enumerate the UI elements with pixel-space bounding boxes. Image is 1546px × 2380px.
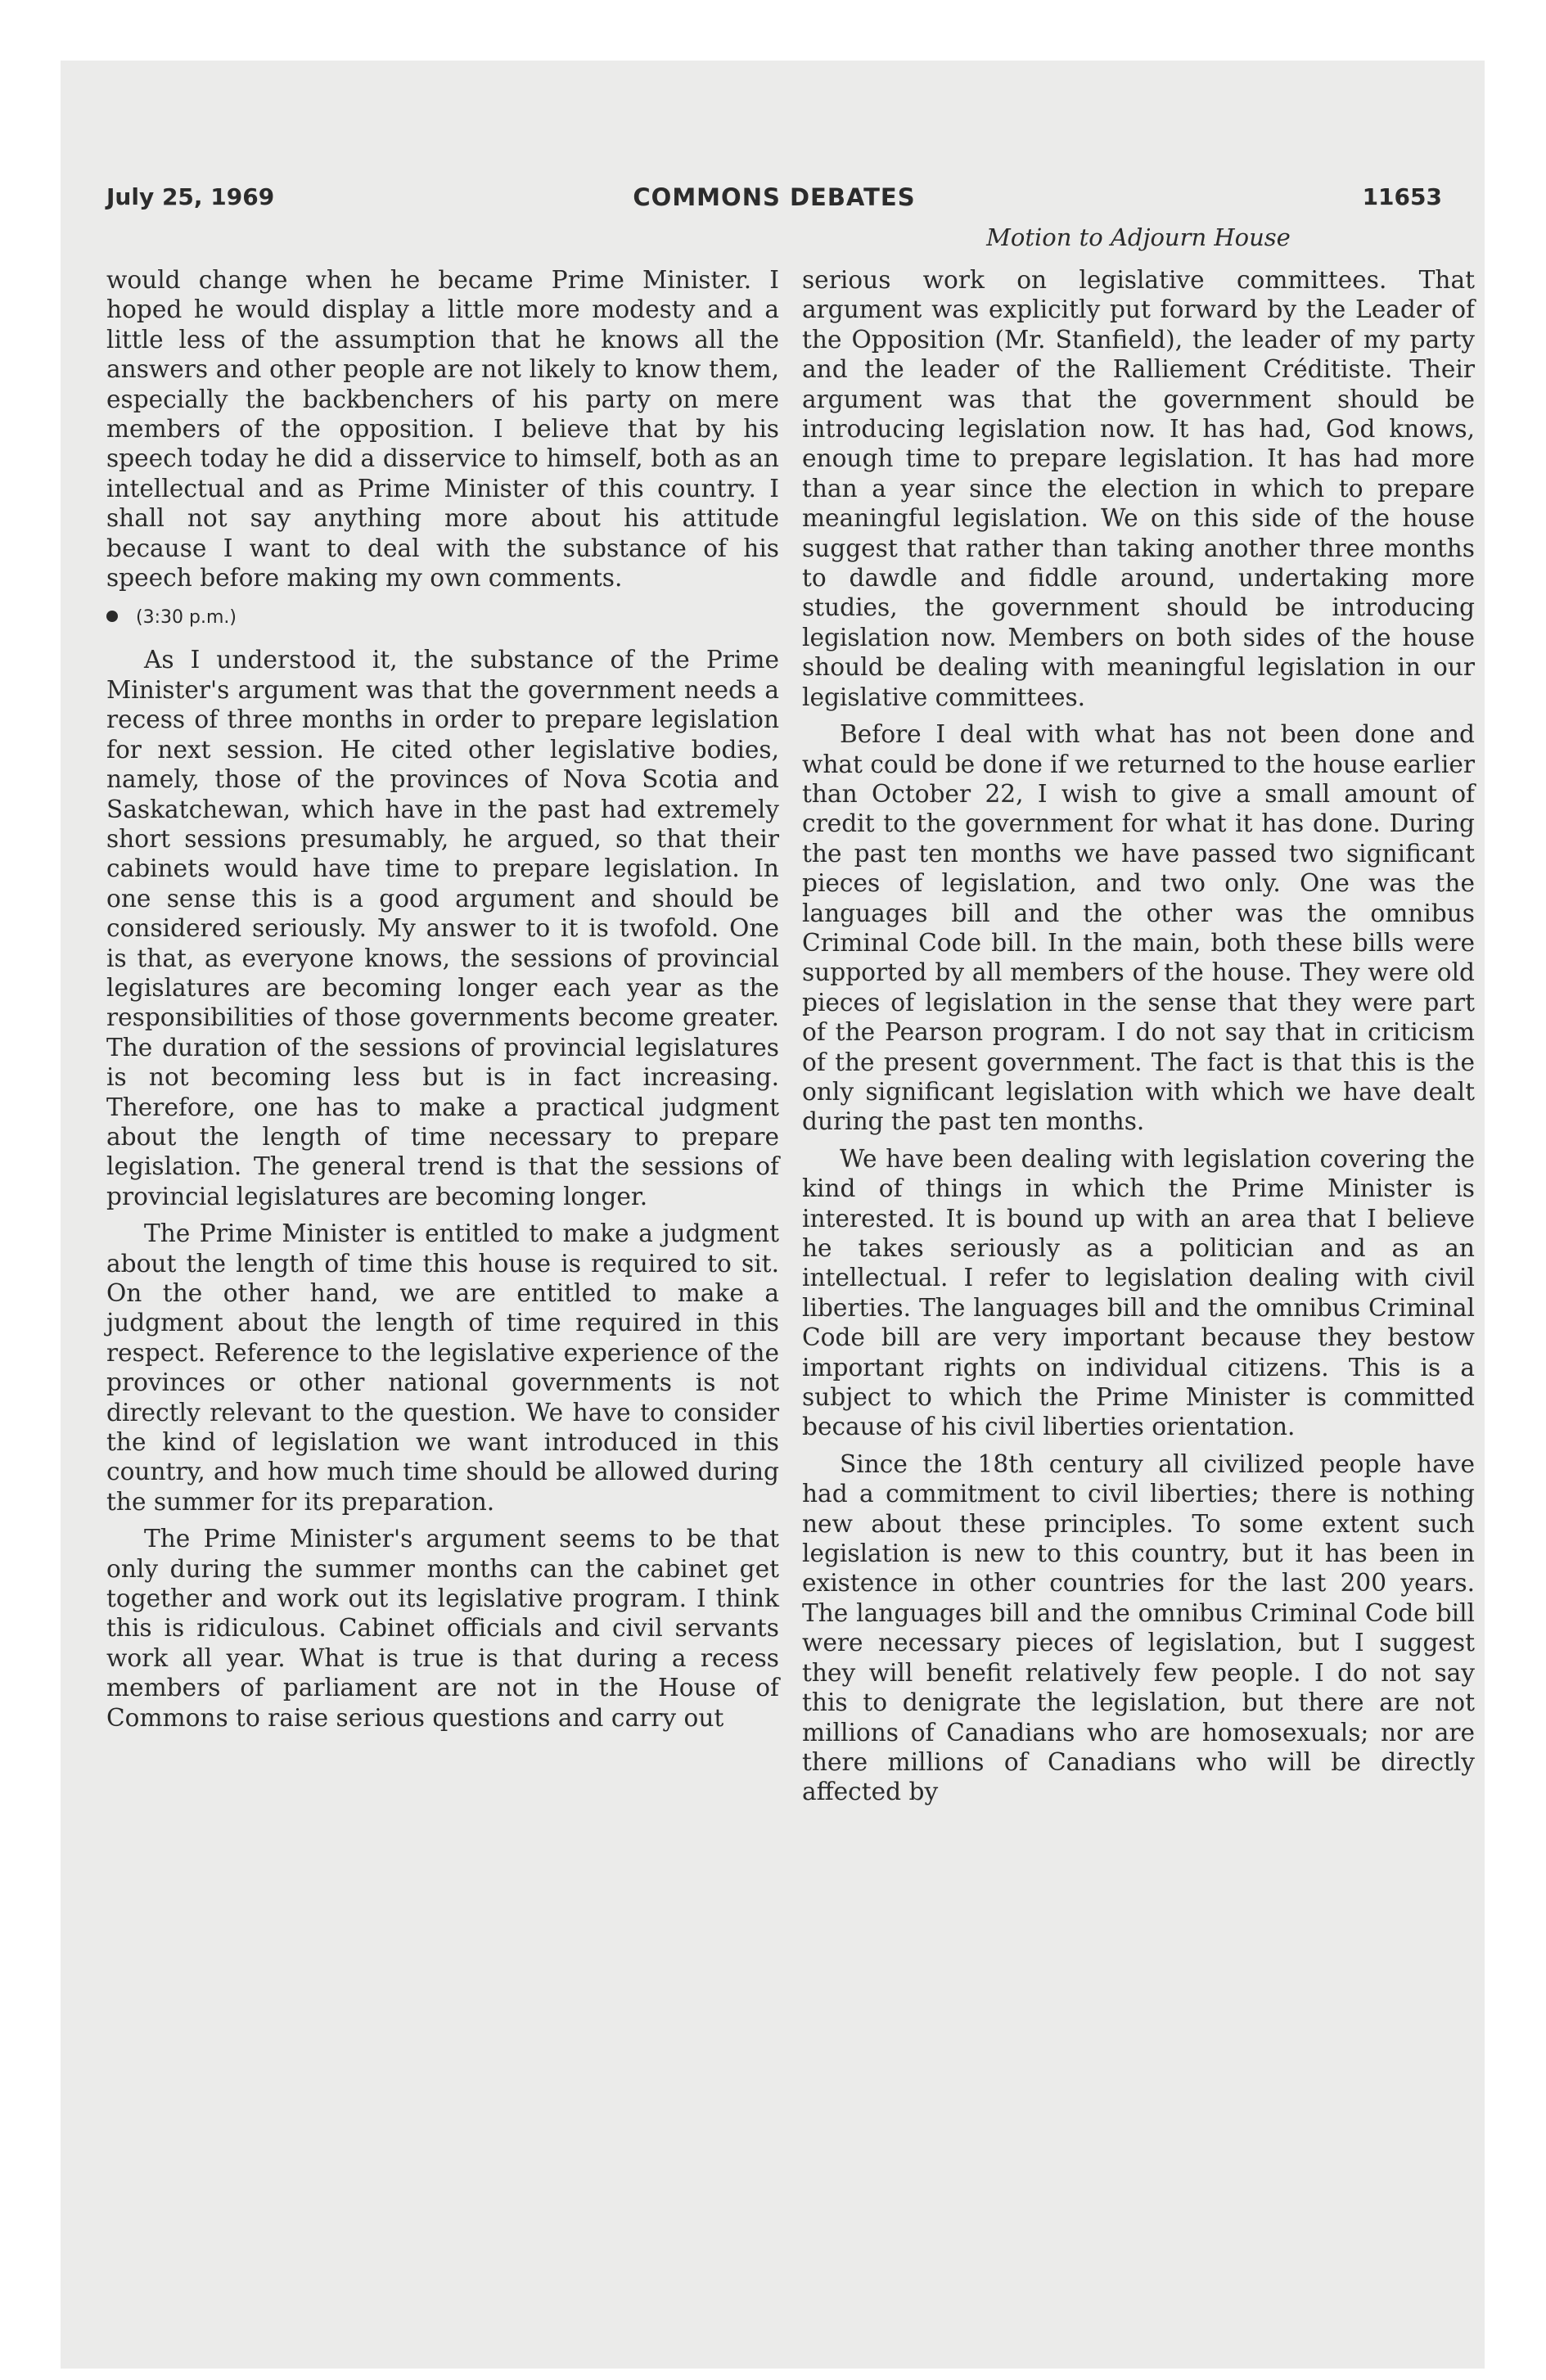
paragraph: would change when he became Prime Minister. I hoped he would display a little more modesty and a little less of the assumption that he knows all the answers and other people are not likely to know them, especially the backbenchers of his party on mere members of the opposition. I believe that by his speech today he did a disservice to himself, both as an intellectual and as Prime Minister of this country. I shall not say anything more about his attitude because I want to deal with the substance of his speech before making my own comments.: [106, 266, 779, 593]
page-number: 11653: [1362, 183, 1442, 210]
header-title: COMMONS DEBATES: [633, 183, 916, 211]
paragraph: We have been dealing with legislation covering the kind of things in which the Prime Minister is interested. It is bound up with an area that I believe he takes seriously as a politician and as an intellectual. I refer to legislation dealing with civil liberties. The languages bill and the omnibus Criminal Code bill are very important because they bestow important rights on individual citizens. This is a subject to which the Prime Minister is committed because of his civil liberties orientation.: [802, 1144, 1475, 1441]
time-marker-text: (3:30 p.m.): [136, 607, 237, 629]
paragraph: The Prime Minister is entitled to make a judgment about the length of time this house is required to sit. On the other hand, we are entitled to make a judgment about the length of time required in this respect. Reference to the legislative experience of the provinces or other national governments is not directly relevant to the question. We have to consider the kind of legislation we want introduced in this country, and how much time should be allowed during the summer for its preparation.: [106, 1219, 779, 1516]
paragraph: serious work on legislative committees. That argument was explicitly put forward by the Leader of the Opposition (Mr. Stanfield), the leader of my party and the leader of the Ralliement Créditiste. Their argument was that the government should be introducing legislation now. It has had, God knows, enough time to prepare legislation. It has had more than a year since the election in which to prepare meaningful legislation. We on this side of the house suggest that rather than taking another three months to dawdle and fiddle around, undertaking more studies, the government should be introducing legislation now. Members on both sides of the house should be dealing with meaningful legislation in our legislative committees.: [802, 266, 1475, 711]
time-marker: [106, 606, 779, 630]
page-header: [106, 183, 1442, 223]
running-head: Motion to Adjourn House: [986, 223, 1291, 251]
right-column: [802, 265, 1475, 1807]
paragraph: The Prime Minister's argument seems to be that only during the summer months can the cabinet get together and work out its legislative program. I think this is ridiculous. Cabinet officials and civil servants work all year. What is true is that during a recess members of parliament are not in the House of Commons to raise serious questions and carry out: [106, 1525, 779, 1732]
left-column: [106, 265, 779, 1733]
header-date: July 25, 1969: [106, 183, 275, 210]
paragraph: Since the 18th century all civilized people have had a commitment to civil liberties; there is nothing new about these principles. To some extent such legislation is new to this country, but it has been in existence in other countries for the last 200 years. The languages bill and the omnibus Criminal Code bill were necessary pieces of legislation, but I suggest they will benefit relatively few people. I do not say this to denigrate the legislation, but there are not millions of Canadians who are homosexuals; nor are there millions of Canadians who will be directly affected by: [802, 1449, 1475, 1806]
paragraph: Before I deal with what has not been done and what could be done if we returned to the house earlier than October 22, I wish to give a small amount of credit to the government for what it has done. During the past ten months we have passed two significant pieces of legislation, and two only. One was the languages bill and the other was the omnibus Criminal Code bill. In the main, both these bills were supported by all members of the house. They were old pieces of legislation in the sense that they were part of the Pearson program. I do not say that in criticism of the present government. The fact is that this is the only significant legislation with which we have dealt during the past ten months.: [802, 720, 1475, 1136]
paragraph: As I understood it, the substance of the Prime Minister's argument was that the government needs a recess of three months in order to prepare legislation for next session. He cited other legislative bodies, namely, those of the provinces of Nova Scotia and Saskatchewan, which have in the past had extremely short sessions presumably, he argued, so that their cabinets would have time to prepare legislation. In one sense this is a good argument and should be considered seriously. My answer to it is twofold. One is that, as everyone knows, the sessions of provincial legislatures are becoming longer each year as the responsibilities of those governments become greater. The duration of the sessions of provincial legislatures is not becoming less but is in fact increasing. Therefore, one has to make a practical judgment about the length of time necessary to prepare legislation. The general trend is that the sessions of provincial legislatures are becoming longer.: [106, 646, 779, 1210]
bullet-icon: [106, 611, 118, 622]
